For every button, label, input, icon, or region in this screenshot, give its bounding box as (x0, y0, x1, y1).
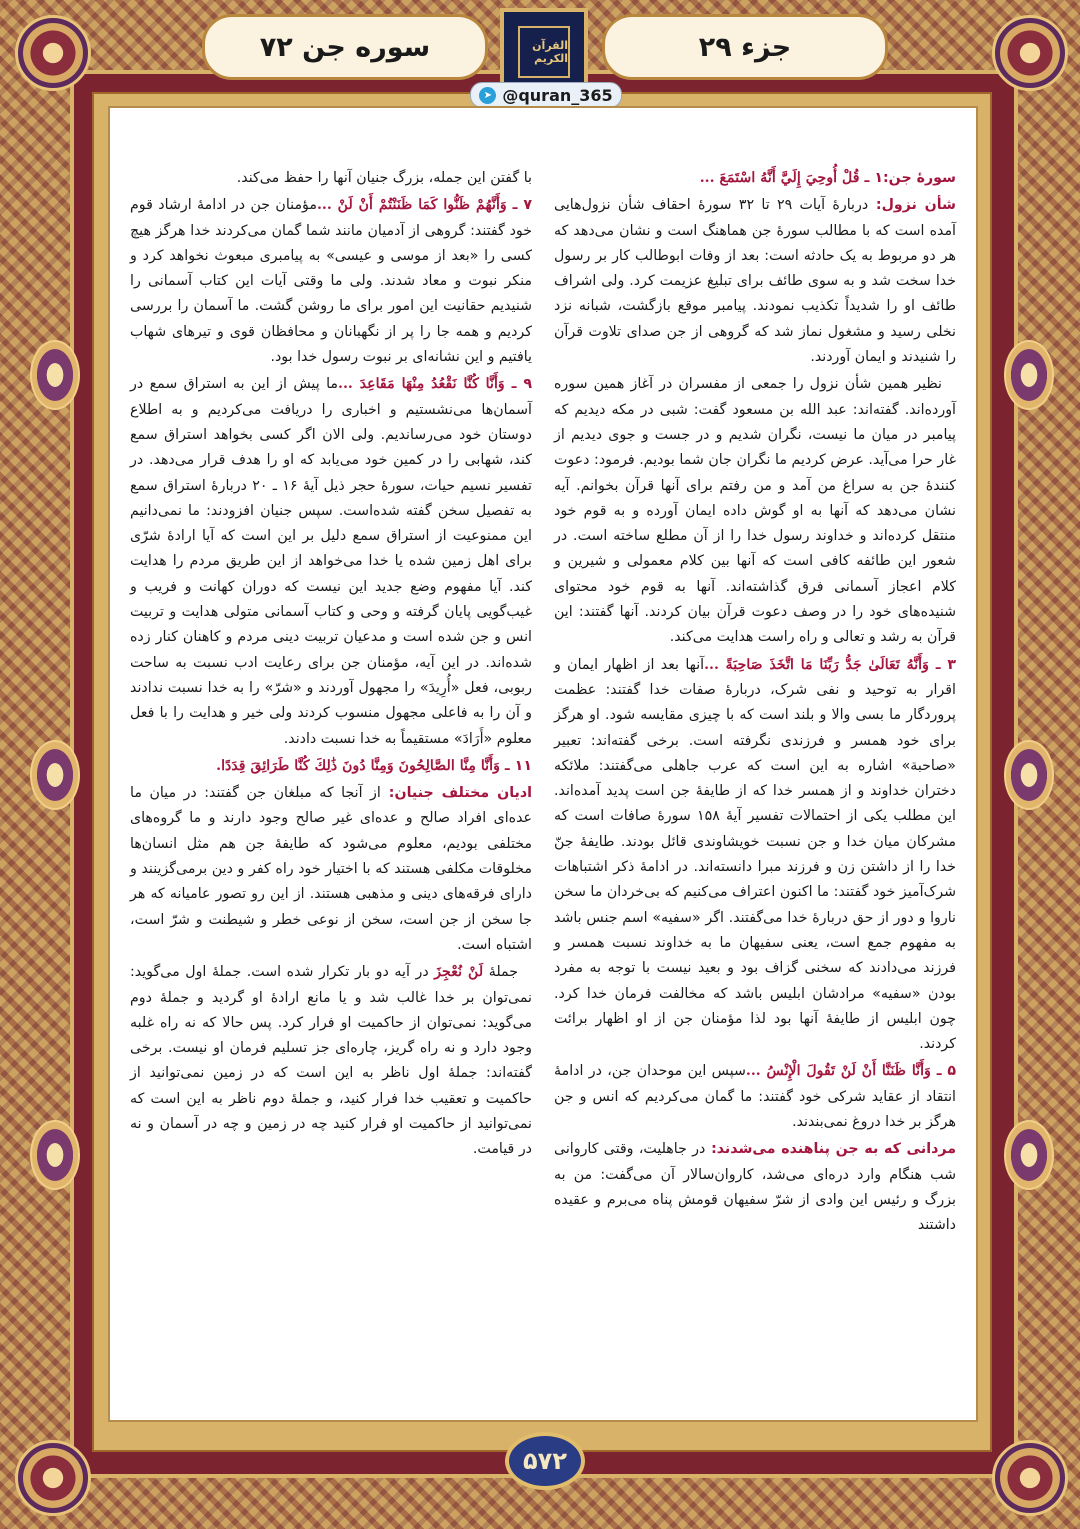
paragraph: با گفتن این جمله، بزرگ جنیان آنها را حفظ می‌کند. (236, 170, 532, 186)
paragraph: ادیان مختلف جنیان: از آنجا که مبلغان جن گفتند: در میان ما عده‌ای افراد صالح و عده‌ای غیر صالح وجود دارند و ما گروه‌های مختلفی بودیم، معلوم می‌شود که طایفۀ جن هم مثل انسان‌ها مخلوقات مکلفی هستند که با اختیار خود راه کفر و دین برمی‌گزینند و دارای فرقه‌های دینی و مذهبی هستند. از این رو تصور عامیانه که هر جا سخن از جن است، سخن از نوعی خطر و شیطنت و شرّ است، اشتباه است. (130, 785, 532, 953)
corner-medallion-top-right (992, 15, 1068, 91)
channel-handle-text: @quran_365 (502, 85, 613, 105)
side-medallion (30, 1120, 80, 1190)
paragraph: نظیر همین شأن نزول را جمعی از مفسران در آغاز همین سوره آورده‌اند. گفته‌اند: عبد الله بن مسعود گفت: شبی در مکه دیدیم که پیامبر در میان ما نیست، نگران شدیم و در جست و جوی دیدیم از غار حرا می‌آید. عرض کردیم ما نگران جان شما بودیم. فرمود: دعوت کنندۀ جن به سراغ من آمد و من رفتم برای آنها قرآن بخوانم. آیه نشان می‌دهد که آنها به او گوش داده ایمان آورده و به قوم خود منتقل کرده‌اند و خداوند رسول خدا را از آن مطلع ساخته است. در شعور این طائفه کافی است که آنها بین کلام معمولی و شیرین و کلام اعجاز آسمانی فرق گذاشته‌اند. آنها به قوم خود محتوای شنیده‌های خود را در وصف دعوت قرآن بیان کردند. آنها گفتند: این قرآن به رشد و تعالی و راه راست هدایت می‌کند. (554, 376, 956, 646)
corner-medallion-top-left (15, 15, 91, 91)
telegram-icon: ➤ (479, 87, 496, 104)
surah-label: سوره جن ۷۲ (202, 14, 488, 80)
side-medallion (1004, 1120, 1054, 1190)
side-medallion (1004, 340, 1054, 410)
text-page (108, 106, 978, 1422)
paragraph: شأن نزول: دربارۀ آیات ۲۹ تا ۳۲ سورۀ احقاف شأن نزول‌هایی آمده است که با مطالب سورۀ جن هماهنگ است و نشان می‌دهد که هر دو مربوط به یک حادثه است: بعد از وفات ابوطالب کار بر رسول خدا سخت شد و به سوی طائف برای تبلیغ عزیمت کرد. ولی اشراف طائف او را شدیداً تکذیب نمودند. پیامبر موقع بازگشت، شبانه نزد نخلی رسید و مشغول نماز شد که گروهی از جن صدای تلاوت قرآن را شنیدند و ایمان آوردند. (554, 197, 956, 366)
side-medallion (1004, 740, 1054, 810)
paragraph: سورۀ جن:۱ ـ قُلْ أُوحِيَ إِلَيَّ أَنَّهُ اسْتَمَعَ ... (699, 170, 956, 186)
right-column (554, 166, 956, 1240)
paragraph: ۵ ـ وَأَنَّا ظَنَنَّا أَنْ لَنْ تَقُولَ الْإِنْسُ ...سپس این موحدان جن، در ادامۀ انتقاد از عقاید شرکی خود گفتند: ما گمان می‌کردیم که انس و جن هرگز بر خدا دروغ نمی‌بندند. (554, 1063, 956, 1130)
channel-handle[interactable] (470, 82, 622, 108)
paragraph: ۹ ـ وَأَنَّا كُنَّا نَقْعُدُ مِنْهَا مَقَاعِدَ ...ما پیش از این به استراق سمع در آسمان‌ها می‌نشستیم و اخباری را دریافت می‌کردیم و به اطلاع دوستان خود می‌رساندیم. ولی الان اگر کسی بخواهد استراق سمع کند، شهابی را در کمین خود می‌یابد که او را هدف قرار می‌دهد. در تفسیر نسیم حیات، سورۀ حجر ذیل آیۀ ۱۶ ـ ۲۰ دربارۀ استراق سمع به تفصیل سخن گفته شده‌است. سپس جنیان افزودند: ما نمی‌دانیم این ممنوعیت از استراق سمع دلیل بر این است که آیا ارادۀ شرّی برای اهل زمین شده یا خدا می‌خواهد از این طریق مردم را هدایت کند. آیا مفهوم وضع جدید این نیست که دوران کهانت و فریب و غیب‌گویی پایان گرفته و وحی و کتاب آسمانی متولی هدایت و تربیت انس و جن شده است و مدعیان تربیت دینی مردم و کاهنان کنار زده شده‌اند. در این آیه، مؤمنان جن برای رعایت ادب نسبت به ساحت ربوبی، فعل «أُرِيدَ» را مجهول آوردند و «شرّ» را به خدا نسبت ندادند و آن را به فاعلی مجهول منسوب کردند ولی خیر و هدایت را با فعل معلوم «أَرَادَ» مستقیماً به خدا نسبت دادند. (130, 376, 532, 747)
paragraph: ۷ ـ وَأَنَّهُمْ ظَنُّوا كَمَا ظَنَنْتُمْ أَنْ لَنْ ...مؤمنان جن در ادامۀ ارشاد قوم خود گفتند: گروهی از آدمیان مانند شما گمان می‌کردند خدا هرگز هیچ کسی را «بعد از موسی و عیسی» به پیامبری مبعوث نخواهد کرد و منکر نبوت و معاد شدند. ولی ما وقتی آیات این کتاب آسمانی را شنیدیم حقانیت این امور برای ما روشن گشت. ما آسمان را بررسی کردیم و همه جا را پر از نگهبانان و محافظان قوی و تیرهای شهاب یافتیم و این نشانه‌ای بر نبوت رسول خدا بود. (130, 197, 532, 366)
paragraph: ۱۱ ـ وَأَنَّا مِنَّا الصَّالِحُونَ وَمِنَّا دُونَ ذَٰلِكَ كُنَّا طَرَائِقَ قِدَدًا. (216, 757, 532, 774)
page-number: ۵۷۲ (505, 1432, 585, 1490)
corner-medallion-bottom-right (992, 1440, 1068, 1516)
side-medallion (30, 740, 80, 810)
corner-medallion-bottom-left (15, 1440, 91, 1516)
paragraph: ۳ ـ وَأَنَّهُ تَعَالَىٰ جَدُّ رَبِّنَا مَا اتَّخَذَ صَاحِبَةً ...آنها بعد از اظهار ایمان و اقرار به توحید و نفی شرک، دربارۀ صفات خدا گفتند: عظمت پروردگار ما بسی والا و بلند است که با چیزی مقایسه شود. او هرگز برای خود همسر و فرزندی نگرفته است. برخی گفته‌اند: تعبیر «صاحبة» اشاره به این است که عرب جاهلی می‌گفتند: ملائکه دختران خداوند و از همسر خدا که از طایفۀ جن است پدید آمده‌اند. این مطلب یکی از احتمالات تفسیر آیۀ ۱۵۸ سورۀ صافات است که مشرکان میان خدا و جن نسبت خویشاوندی قائل بودند. طایفۀ جنّ خدا را از داشتن زن و فرزند مبرا دانسته‌اند. در ادامۀ ذکر اشتباهات شرک‌آمیز خود گفتند: ما اکنون اعتراف می‌کنیم که بی‌خردان ما سخن ناروا و دور از حق دربارۀ خدا می‌گفتند. اگر «سفیه» اسم جنس باشد به مفهوم جمع است، یعنی سفیهان ما به خداوند نسبت همسر و فرزند می‌دادند که سخنی گزاف بود و بعید نیست با توجه به مفرد بودن «سفیه» مرادشان ابلیس باشد که مخالفت فرمان خدا کرد. چون ابلیس از طایفۀ آنها بود لذا مؤمنان جن از او اظهار برائت کردند. (554, 656, 957, 1053)
left-column (130, 166, 532, 1165)
side-medallion (30, 340, 80, 410)
quran-logo-emblem: القرآن الكريم (518, 26, 570, 78)
paragraph: مردانی که به جن پناهنده می‌شدند: در جاهلیت، وقتی کاروانی شب هنگام وارد دره‌ای می‌شد، کاروان‌سالار آن می‌گفت: من به بزرگ و رئیس این وادی از شرّ سفیهان قومش پناه می‌برم و عقیده داشتند (554, 1141, 956, 1234)
juz-label: جزء ۲۹ (602, 14, 888, 80)
paragraph: جملۀ لَنْ نُعْجِزَ در آیه دو بار تکرار شده است. جملۀ اول می‌گوید: نمی‌توان بر خدا غالب شد و یا مانع ارادۀ او گردید و جملۀ دوم می‌گوید: نمی‌توان از حاکمیت او فرار کرد. پس حالا که نه راه غلبه وجود دارد و نه راه گریز، چاره‌ای جز تسلیم فرمان او نیست. برخی گفته‌اند: جملۀ اول ناظر به این است که در زمین نمی‌توانید از حاکمیت و تعقیب خدا فرار کنید، و جملۀ دوم ناظر به این است که نمی‌توانید از حاکمیت او فرار کنید چه در زمین و چه در آسمان و نه در قیامت. (130, 964, 532, 1158)
